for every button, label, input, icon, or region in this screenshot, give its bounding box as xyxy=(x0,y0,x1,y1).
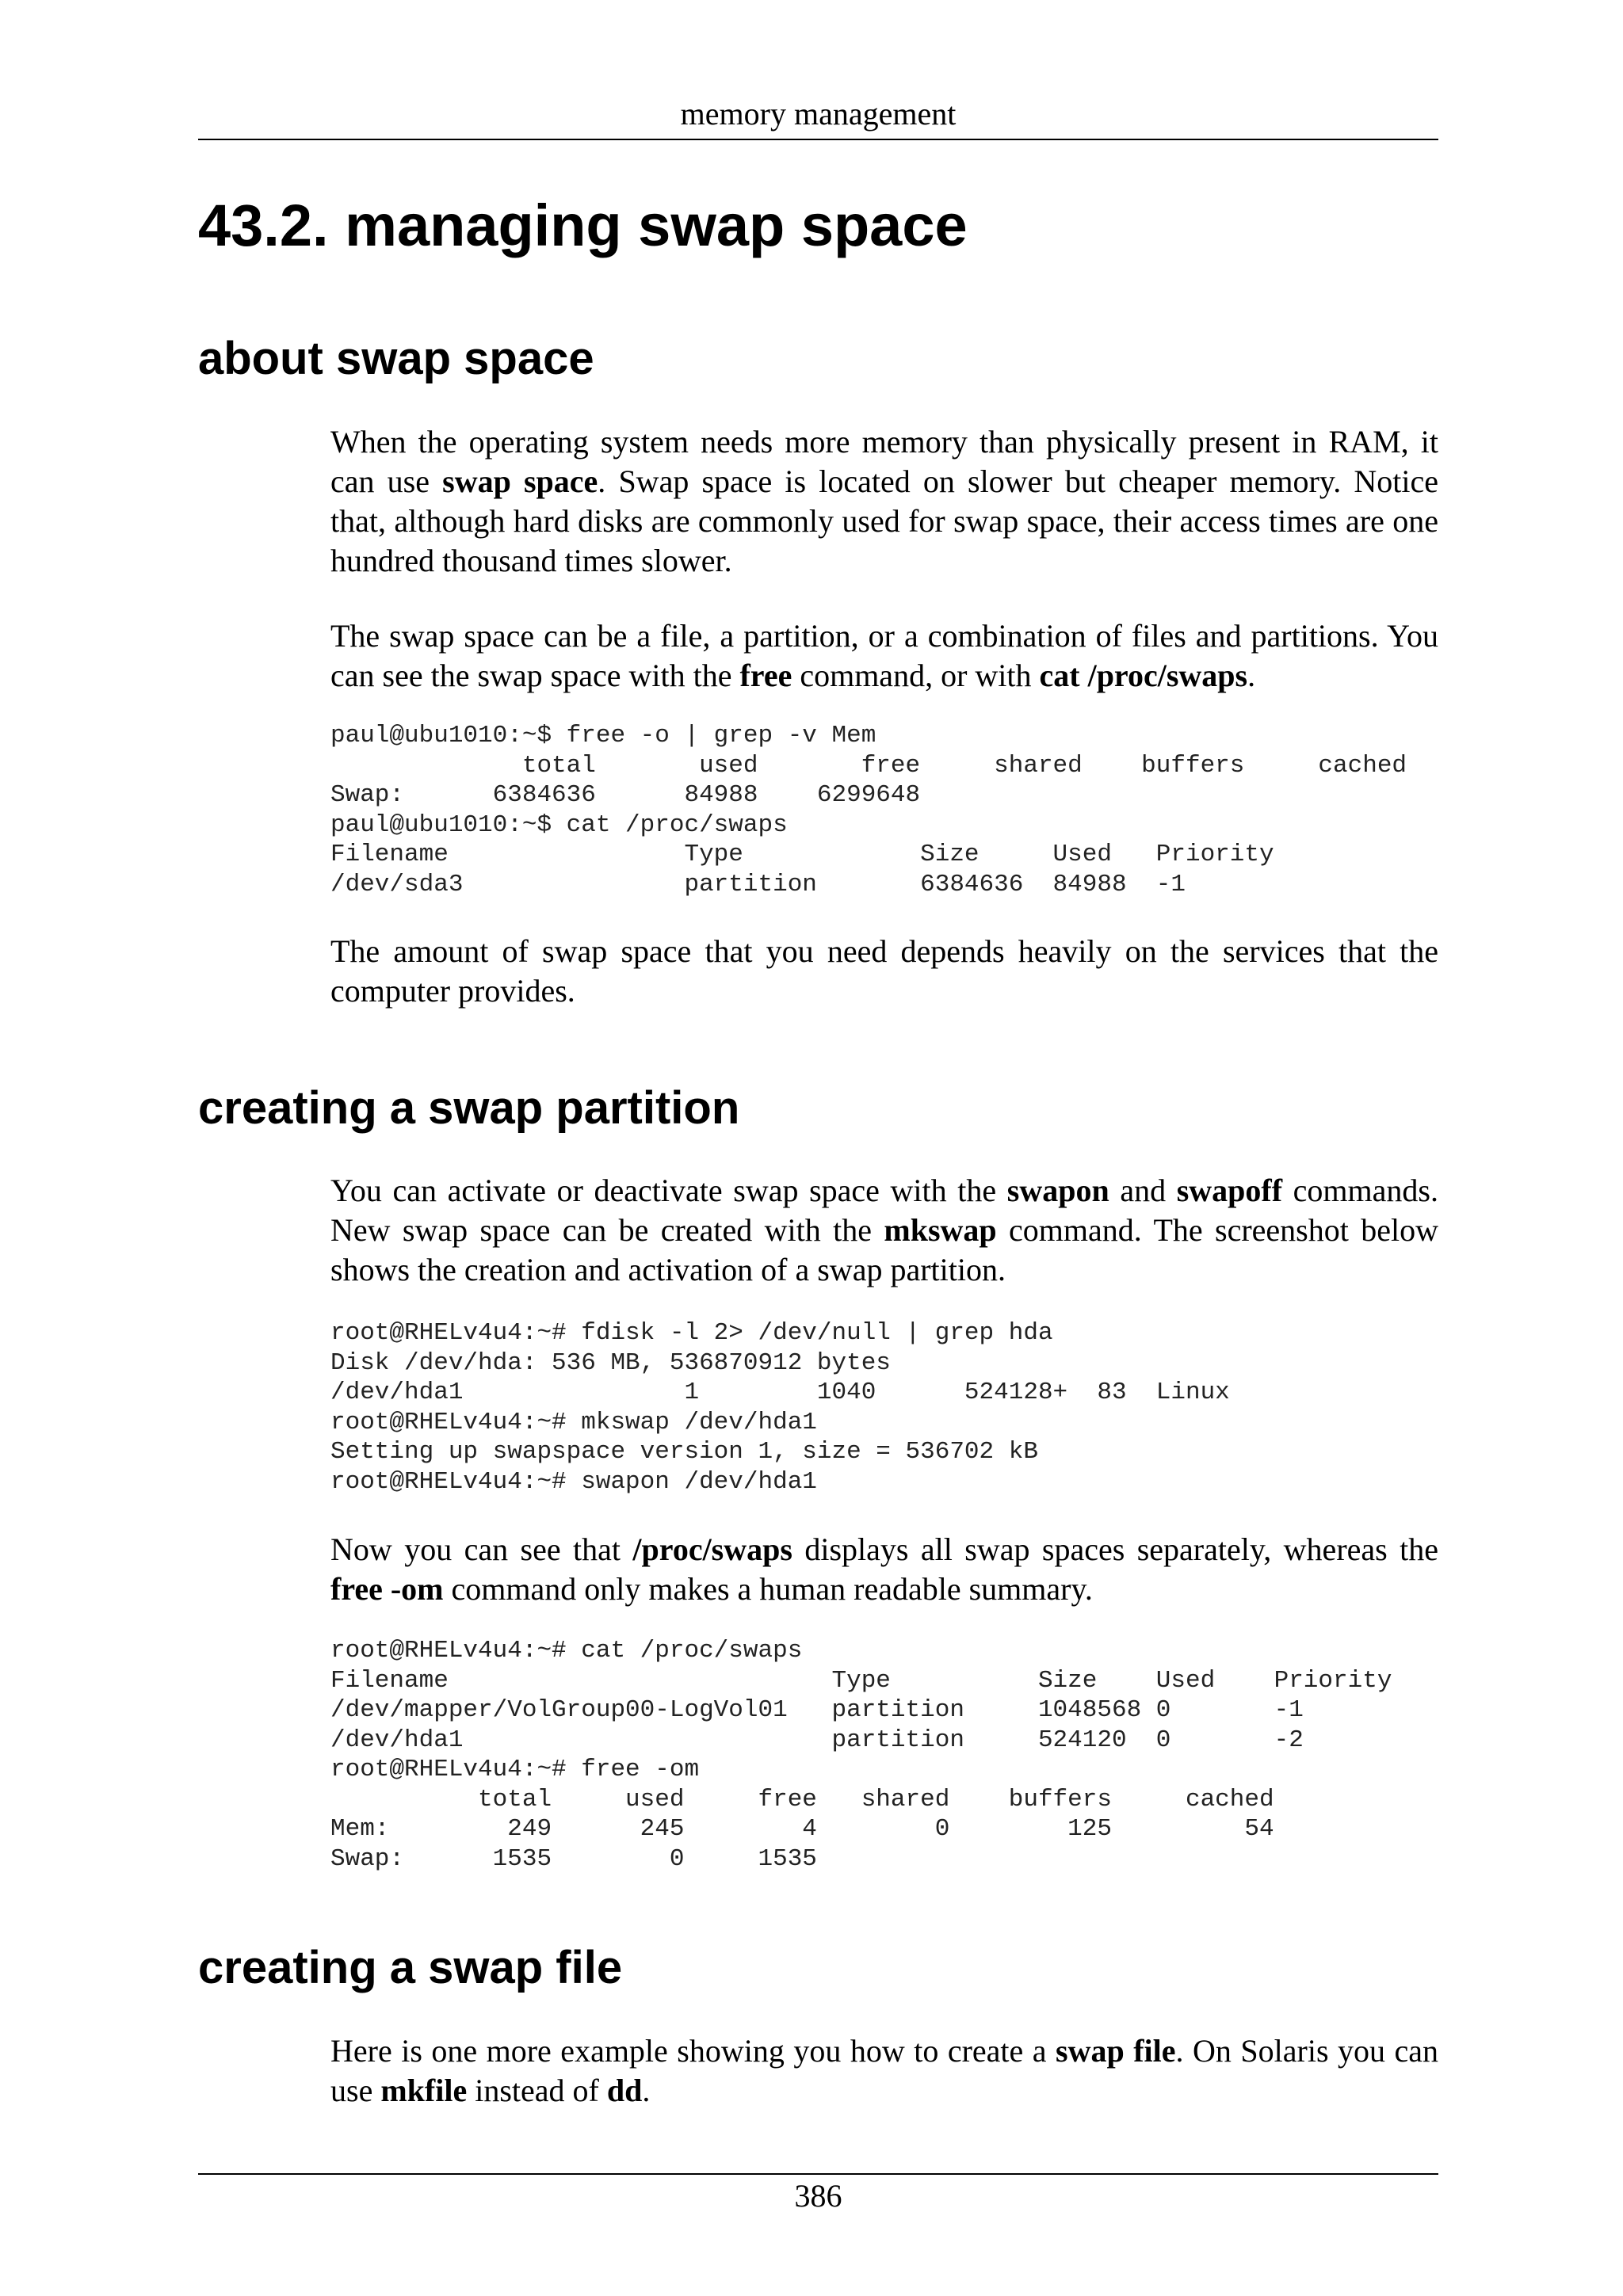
footer-rule xyxy=(198,2173,1438,2175)
page-number: 386 xyxy=(794,2178,842,2214)
chapter-title: 43.2. managing swap space xyxy=(198,193,968,258)
term-free: free xyxy=(739,658,792,693)
code-block-mkswap: root@RHELv4u4:~# fdisk -l 2> /dev/null | grep hda Disk /dev/hda: 536 MB, 536870912 bytes /dev/hda1 1 1040 524128+ 83 Linux root@RHELv4u4:~# mkswap /dev/hda1 Setting up swapspace version 1, size = 536702 kB root@RHELv4u4:~# swapon /dev/hda1 xyxy=(330,1319,1230,1496)
term-swapon: swapon xyxy=(1006,1173,1109,1208)
term-mkswap: mkswap xyxy=(884,1212,997,1248)
paragraph-proc-swaps: Now you can see that /proc/swaps displays all swap spaces separately, whereas the free -om command only makes a human readable summary. xyxy=(330,1531,1438,1607)
section-heading-creating-swap-file: creating a swap file xyxy=(198,1942,623,1993)
paragraph-swap-types: The swap space can be a file, a partition, or a combination of files and partitions. You can see the swap space with the free command, or with cat /proc/swaps. xyxy=(330,618,1438,693)
term-free-om: free -om xyxy=(330,1571,444,1607)
term-swapoff: swapoff xyxy=(1176,1173,1283,1208)
term-swap-space: swap space xyxy=(442,463,598,499)
term-proc-swaps: /proc/swaps xyxy=(632,1531,792,1567)
code-block-proc-swaps-free-om: root@RHELv4u4:~# cat /proc/swaps Filename Type Size Used Priority /dev/mapper/VolGroup00-LogVol01 partition 1048568 0 -1 /dev/hda1 partition 524120 0 -2 root@RHELv4u4:~# free -om total used free shared buffers cached Mem: 249 245 4 0 125 54 Swap: 1535 0 1535 xyxy=(330,1637,1392,1873)
header-rule xyxy=(198,139,1438,140)
paragraph-swap-amount: The amount of swap space that you need depends heavily on the services that the computer provides. xyxy=(330,933,1438,1009)
code-block-free-output: paul@ubu1010:~$ free -o | grep -v Mem total used free shared buffers cached Swap: 6384636 84988 6299648 paul@ubu1010:~$ cat /proc/swaps Filename Type Size Used Priority /dev/sda3 partition 6384636 84988 -1 xyxy=(330,722,1407,898)
term-swap-file: swap file xyxy=(1056,2033,1176,2069)
paragraph-swap-file: Here is one more example showing you how to create a swap file. On Solaris you can use mkfile instead of dd. xyxy=(330,2033,1439,2108)
running-header: memory management xyxy=(680,96,957,132)
section-heading-about-swap-space: about swap space xyxy=(198,333,594,384)
section-heading-creating-swap-partition: creating a swap partition xyxy=(198,1082,740,1134)
term-cat-proc-swaps: cat /proc/swaps xyxy=(1039,658,1248,693)
term-dd: dd xyxy=(606,2073,643,2108)
paragraph-swapon-swapoff: You can activate or deactivate swap space with the swapon and swapoff commands. New swap space can be created with the mkswap command. The screenshot below shows the creation and activation of a swap partition. xyxy=(330,1173,1438,1287)
paragraph-swap-intro: When the operating system needs more memory than physically present in RAM, it can use swap space. Swap space is located on slower but cheaper memory. Notice that, although hard disks are commonly used for swap space, their access times are one hundred thousand times slower. xyxy=(330,424,1439,578)
term-mkfile: mkfile xyxy=(380,2073,468,2108)
